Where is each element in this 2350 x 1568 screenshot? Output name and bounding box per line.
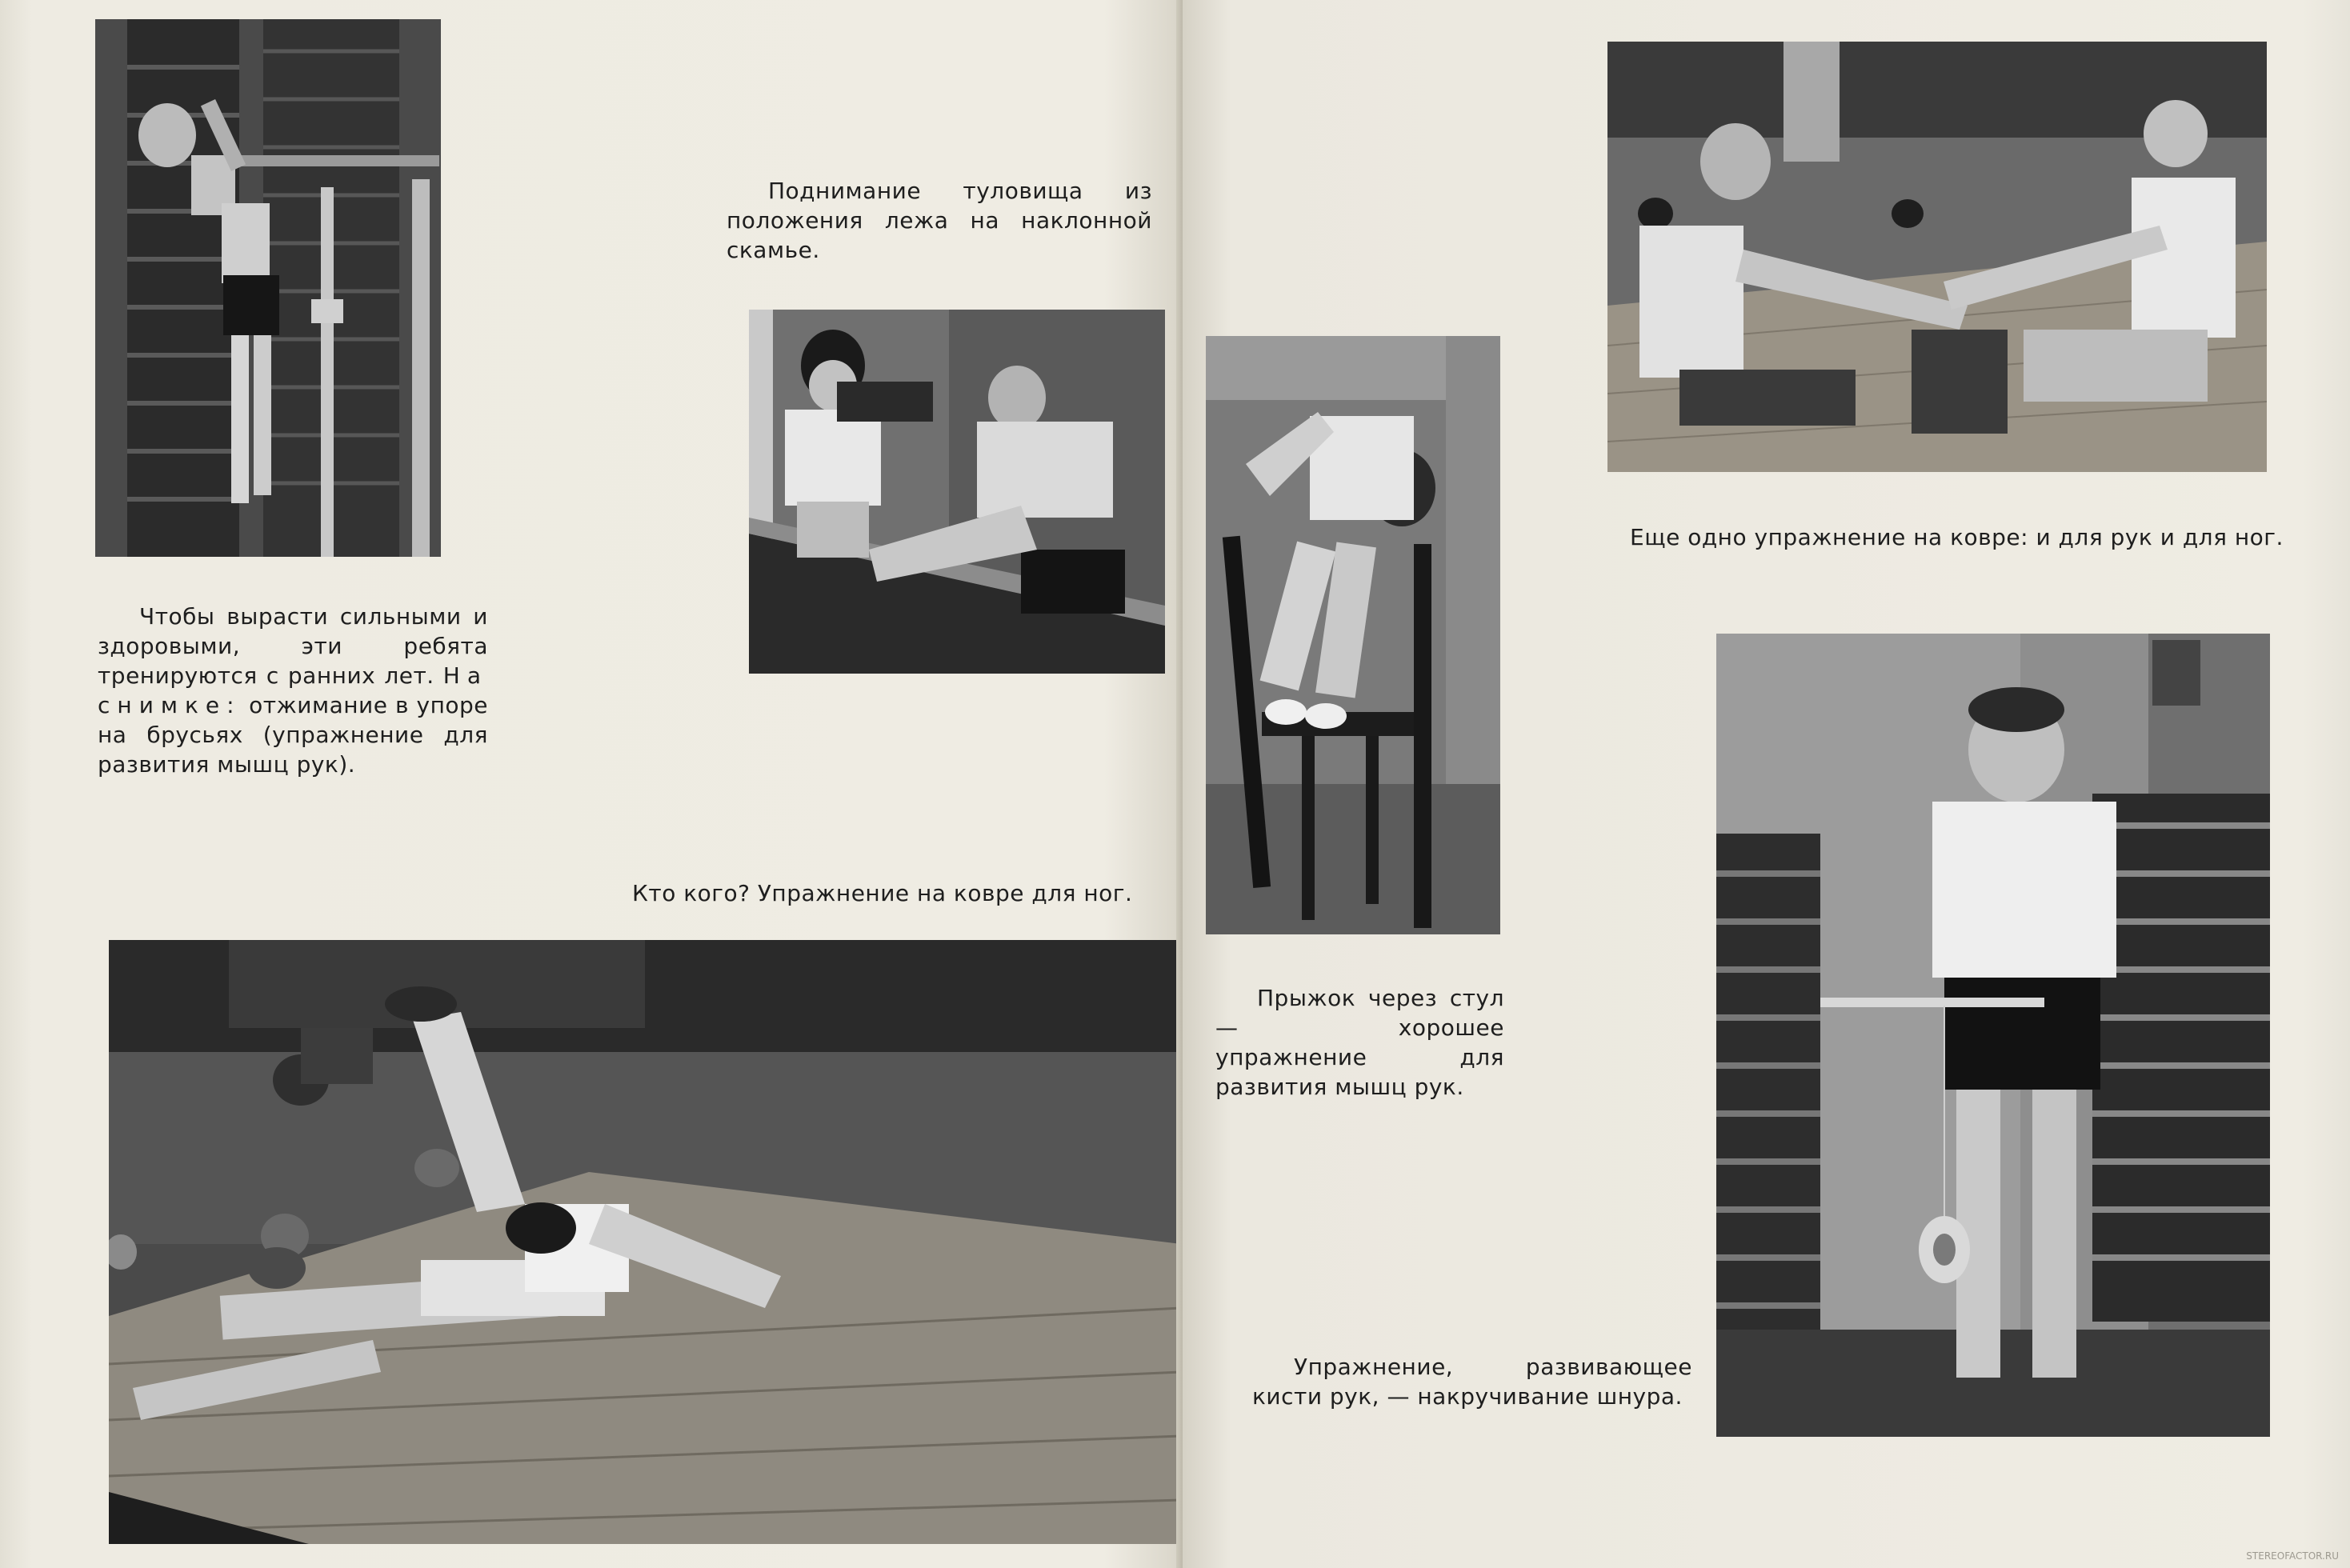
caption-mat-legs-text: Кто кого? Упражнение на ковре для ног. xyxy=(632,880,1133,906)
photo-mat-legs xyxy=(109,940,1181,1544)
right-page xyxy=(1183,0,2350,1568)
caption-incline-bench xyxy=(727,176,1152,265)
photo-parallel-bars xyxy=(95,19,441,557)
photo-mat-arms-legs-image xyxy=(1607,42,2267,472)
photo-incline-bench xyxy=(749,310,1165,674)
photo-cord-winding-image xyxy=(1716,634,2270,1437)
caption-cord-winding xyxy=(1252,1352,1692,1411)
watermark: STEREOFACTOR.RU xyxy=(2246,1550,2339,1562)
caption-parallel-bars-rest: отжимание в упоре на брусьях (упражнение для развития мышц рук). xyxy=(98,692,489,778)
caption-incline-bench-text: Поднимание туловища из положения лежа на наклонной скамье. xyxy=(727,178,1152,263)
caption-mat-arms-legs-text: Еще одно упражнение на ковре: и для рук и для ног. xyxy=(1630,524,2284,550)
photo-chair-jump xyxy=(1206,336,1500,934)
photo-mat-arms-legs xyxy=(1607,42,2267,472)
photo-parallel-bars-image xyxy=(95,19,441,557)
caption-mat-legs xyxy=(632,878,1176,908)
photo-incline-bench-image xyxy=(749,310,1165,674)
photo-mat-legs-image xyxy=(109,940,1181,1544)
caption-parallel-bars-emphasis: На снимке: xyxy=(98,662,488,718)
caption-parallel-bars xyxy=(98,602,488,779)
photo-chair-jump-image xyxy=(1206,336,1500,934)
caption-mat-arms-legs xyxy=(1588,522,2292,552)
photo-cord-winding xyxy=(1716,634,2270,1437)
caption-chair-jump-text: Прыжок через стул — хорошее упражнение для развития мышц рук. xyxy=(1215,985,1504,1100)
caption-chair-jump xyxy=(1215,983,1504,1102)
caption-parallel-bars-lead: Чтобы вырасти сильными и здоровыми, эти ребята тренируются с ранних лет. xyxy=(98,603,488,689)
caption-cord-winding-text: Упражнение, развивающее кисти рук, — накручивание шнура. xyxy=(1252,1354,1692,1410)
